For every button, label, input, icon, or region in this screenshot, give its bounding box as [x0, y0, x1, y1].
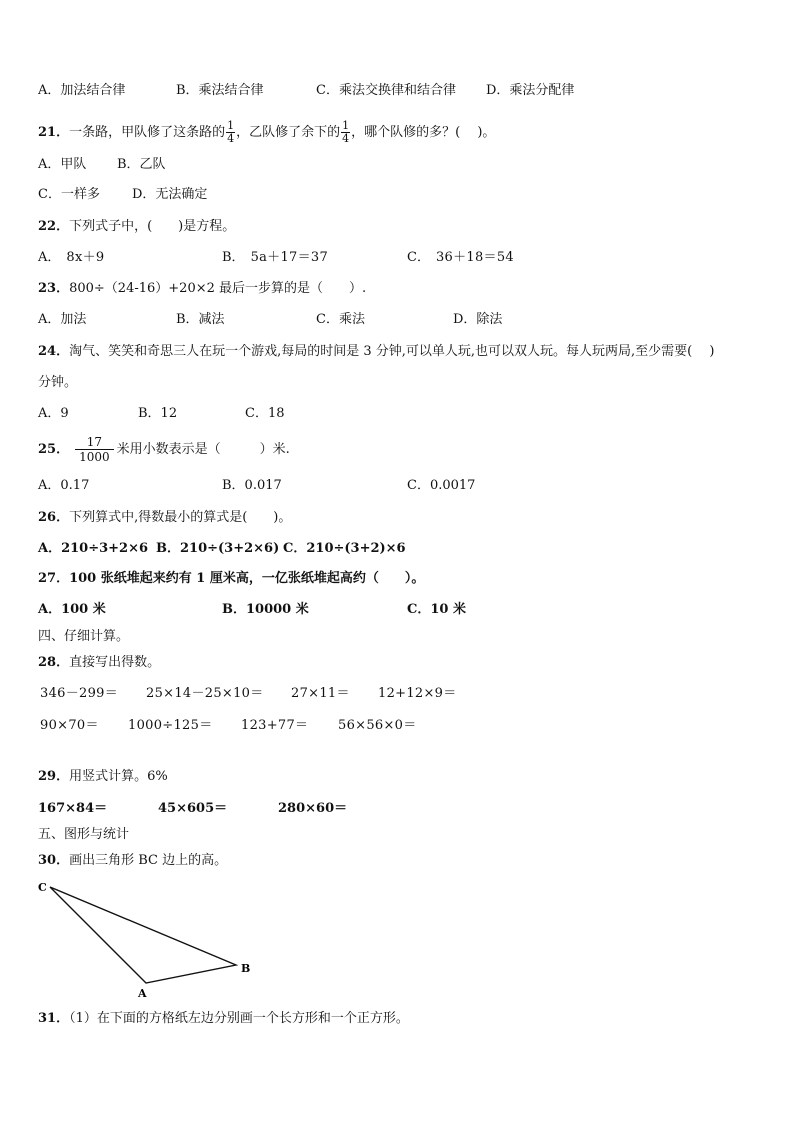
q26-option-a: A．210÷3+2×6: [38, 541, 149, 556]
question-number: 28．: [38, 655, 70, 670]
vertical-calc-item: 280×60＝: [278, 801, 348, 816]
triangle-abc: [50, 887, 236, 983]
fraction-denominator: 1000: [79, 450, 110, 464]
q23-option-c: C．乘法: [316, 312, 365, 327]
calc-item: 56×56×0＝: [338, 718, 417, 733]
q26-option-c: C．210÷(3+2)×6: [283, 541, 406, 556]
fraction-denominator: 4: [227, 132, 235, 145]
vertical-calc-item: 167×84＝: [38, 801, 108, 816]
question-number: 22．: [38, 219, 70, 234]
question-23: [38, 280, 366, 298]
q24-option-a: A．9: [38, 406, 69, 421]
question-text: 800÷（24-16）+20×2 最后一步算的是（ ）.: [69, 281, 367, 296]
option-expression: 5a＋17＝37: [250, 250, 329, 265]
question-text: 米用小数表示是（ ）米.: [116, 442, 290, 457]
question-text: （1）在下面的方格纸左边分别画一个长方形和一个正方形。: [69, 1011, 409, 1026]
q26-option-b: B．210÷(3+2×6): [156, 541, 280, 556]
q20-option-d: D．乘法分配律: [486, 83, 575, 98]
q22-option-c: [407, 249, 514, 267]
q22-option-b: [222, 249, 328, 267]
fraction-one-quarter: [226, 120, 235, 145]
question-number: 26．: [38, 510, 70, 525]
question-text: ，哪个队修的多？( )。: [351, 125, 496, 140]
question-number: 25．: [38, 442, 70, 457]
q24-option-b: B．12: [138, 406, 178, 421]
q21-option-c: C．一样多: [38, 187, 100, 202]
vertical-calc-item: 45×605＝: [158, 801, 228, 816]
fraction-numerator: 17: [75, 435, 114, 450]
question-text: 用竖式计算。6%: [69, 769, 168, 784]
fraction-numerator: 1: [342, 119, 350, 132]
calc-item: 12+12×9＝: [378, 686, 457, 701]
question-number: 27．: [38, 571, 70, 586]
calc-item: 346－299＝: [40, 686, 119, 701]
question-text: 淘气、笑笑和奇思三人在玩一个游戏,每局的时间是 3 分钟,可以单人玩,也可以双人玩。每人玩两局,至少需要( ): [69, 344, 715, 359]
vertex-label-b: B: [241, 962, 251, 975]
section-title-4: 四、仔细计算。: [38, 629, 130, 644]
question-number: 29．: [38, 769, 70, 784]
question-31: [38, 1010, 409, 1028]
section-title-5: 五、图形与统计: [38, 827, 130, 842]
option-expression: 8x＋9: [66, 250, 105, 265]
question-number: 31．: [38, 1011, 70, 1026]
vertex-label-a: A: [138, 987, 147, 1000]
question-29: [38, 768, 168, 786]
q25-option-b: B．0.017: [222, 478, 282, 493]
fraction-one-quarter: [341, 120, 350, 145]
question-21: [38, 120, 495, 145]
q27-option-b: B．10000 米: [222, 602, 309, 617]
triangle-figure: [30, 875, 270, 1005]
question-26: [38, 509, 291, 527]
question-28: [38, 654, 160, 672]
question-25: [38, 431, 290, 469]
q21-option-d: D．无法确定: [132, 187, 208, 202]
q23-option-b: B．减法: [176, 312, 225, 327]
q25-option-a: A．0.17: [38, 478, 90, 493]
question-text: 直接写出得数。: [69, 655, 161, 670]
option-letter: B．: [222, 250, 245, 265]
question-number: 23．: [38, 281, 70, 296]
question-text: ，乙队修了余下的: [236, 125, 341, 140]
question-27: [38, 570, 424, 588]
calc-item: 25×14－25×10＝: [146, 686, 264, 701]
fraction-17-over-1000: [75, 435, 114, 464]
question-text: 画出三角形 BC 边上的高。: [69, 853, 228, 868]
calc-item: 90×70＝: [40, 718, 99, 733]
option-letter: A．: [38, 250, 61, 265]
q20-option-a: A．加法结合律: [38, 83, 126, 98]
calc-item: 123+77＝: [241, 718, 309, 733]
option-expression: 36＋18＝54: [435, 250, 514, 265]
calc-item: 27×11＝: [291, 686, 350, 701]
fraction-denominator: 4: [342, 132, 350, 145]
question-number: 30．: [38, 853, 70, 868]
question-text: 下列算式中,得数最小的算式是( )。: [69, 510, 292, 525]
question-30: [38, 852, 227, 870]
q27-option-c: C．10 米: [407, 602, 466, 617]
question-24: [38, 343, 714, 361]
vertex-label-c: C: [38, 881, 47, 894]
q21-option-a: A．甲队: [38, 157, 87, 172]
q24-option-c: C．18: [245, 406, 285, 421]
q20-option-c: C．乘法交换律和结合律: [316, 83, 456, 98]
question-number: 21．: [38, 125, 70, 140]
question-22: [38, 218, 235, 236]
q27-option-a: A．100 米: [38, 602, 106, 617]
q20-option-b: B．乘法结合律: [176, 83, 264, 98]
question-24-continued: 分钟。: [38, 375, 78, 390]
q23-option-d: D．除法: [453, 312, 503, 327]
q21-option-b: B．乙队: [117, 157, 166, 172]
question-text: 下列式子中，( )是方程。: [69, 219, 236, 234]
q25-option-c: C．0.0017: [407, 478, 476, 493]
question-number: 24．: [38, 344, 70, 359]
question-text: 100 张纸堆起来约有 1 厘米高，一亿张纸堆起高约（ ）。: [69, 571, 425, 586]
q22-option-a: [38, 249, 104, 267]
calc-item: 1000÷125＝: [128, 718, 213, 733]
question-text: 一条路，甲队修了这条路的: [69, 125, 226, 140]
q23-option-a: A．加法: [38, 312, 87, 327]
option-letter: C．: [407, 250, 430, 265]
fraction-numerator: 1: [227, 119, 235, 132]
